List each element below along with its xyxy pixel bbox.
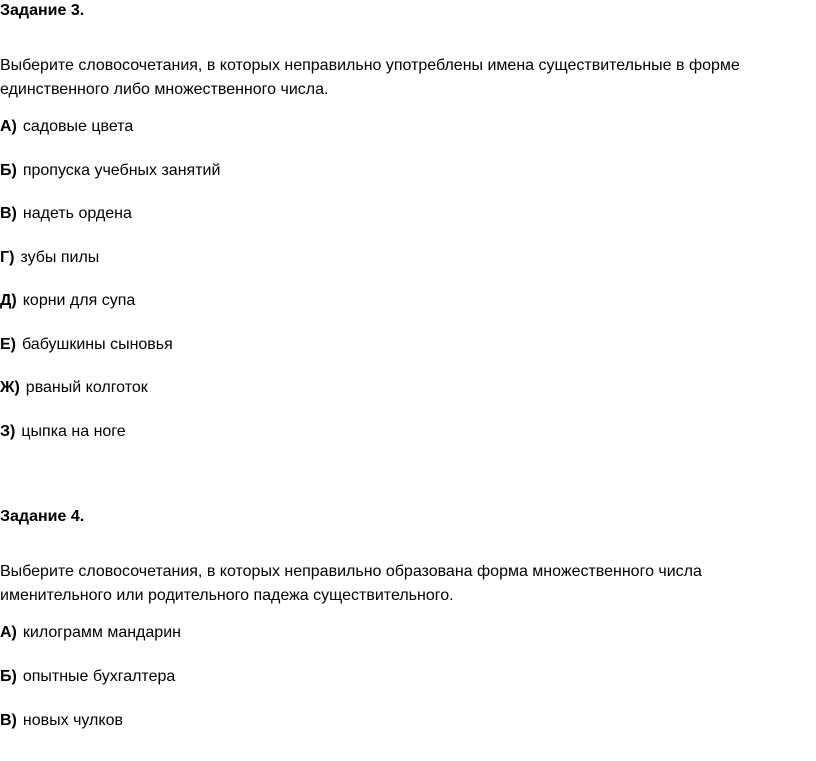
option-letter: Е) — [0, 335, 16, 353]
option-item — [0, 622, 800, 644]
option-list — [0, 116, 800, 443]
option-item — [0, 247, 800, 269]
option-text: опытные бухгалтера — [22, 668, 176, 685]
option-letter: Б) — [0, 161, 17, 179]
option-letter: А) — [0, 624, 17, 641]
option-letter: З) — [0, 422, 16, 440]
option-item — [0, 290, 800, 312]
option-item — [0, 710, 800, 732]
option-text: рваный колготок — [25, 379, 148, 396]
option-letter: Г) — [0, 248, 15, 266]
option-item — [0, 160, 800, 182]
option-item — [0, 377, 800, 399]
option-item — [0, 203, 800, 225]
option-letter: Б) — [0, 668, 17, 685]
option-item — [0, 116, 800, 138]
option-letter: А) — [0, 118, 17, 135]
option-text: корни для супа — [22, 292, 136, 309]
option-letter: Ж) — [0, 379, 20, 396]
task-question: Выберите словосочетания, в которых неправильно употреблены имена существительные в форме единственного либо множественного числа. — [0, 57, 740, 98]
option-item — [0, 666, 800, 688]
option-text: килограмм мандарин — [22, 624, 181, 641]
task-4 — [0, 506, 800, 754]
option-text: зубы пилы — [20, 248, 100, 266]
option-text: новых чулков — [22, 712, 123, 729]
option-text: бабушкины сыновья — [22, 335, 173, 353]
option-text: цыпка на ноге — [21, 422, 126, 440]
option-letter: В) — [0, 712, 17, 729]
option-text: садовые цвета — [22, 118, 134, 135]
task-question: Выберите словосочетания, в которых неправильно образована форма множественного числа именительного или родительного падежа существительного. — [0, 563, 702, 604]
task-title: Задание 3. — [0, 2, 85, 19]
option-letter: Д) — [0, 292, 17, 309]
option-item — [0, 334, 800, 356]
option-text: пропуска учебных занятий — [22, 161, 221, 179]
option-list — [0, 622, 800, 732]
option-text: надеть ордена — [22, 205, 132, 222]
option-item — [0, 421, 800, 443]
option-letter: В) — [0, 205, 17, 222]
task-title: Задание 4. — [0, 508, 85, 525]
